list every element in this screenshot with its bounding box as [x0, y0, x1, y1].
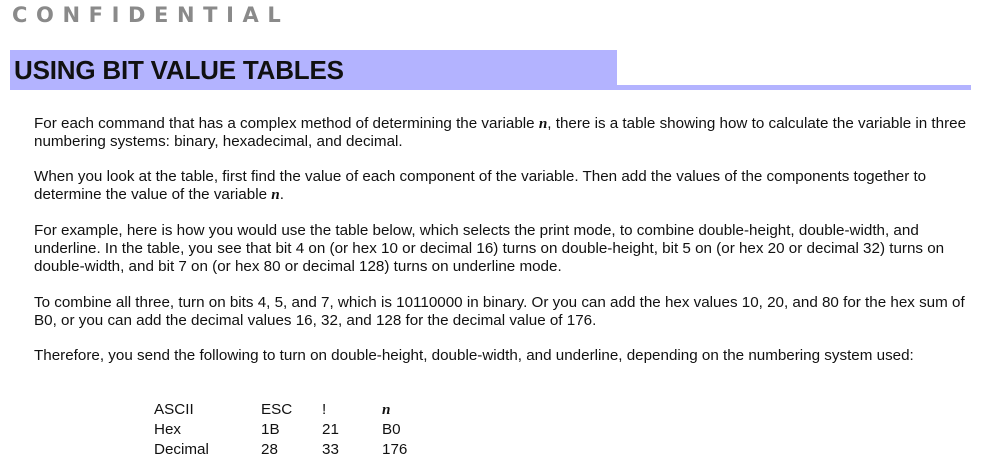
paragraph-intro-text-2: , there is a table showing how to calculate the variable in three numbering systems: binary, hexadecimal, and decimal. [34, 115, 967, 150]
variable-n: n [271, 186, 280, 203]
command-value: B0 [382, 421, 401, 438]
command-value: ESC [261, 401, 293, 418]
variable-n: n [382, 401, 391, 418]
row-label: Decimal [154, 441, 209, 458]
paragraph-combine: To combine all three, turn on bits 4, 5, and 7, which is 10110000 in binary. Or you can add the hex values 10, 20, and 80 for the hex sum of B0, or you can add the decimal values 16, 32, and 128 for the decimal value of 176. [34, 294, 965, 329]
command-value: ! [322, 401, 327, 418]
paragraph-intro [34, 115, 974, 151]
command-value: 1B [261, 421, 280, 438]
paragraph-intro-text-1: For each command that has a complex method of determining the variable [34, 115, 539, 132]
section-title: USING BIT VALUE TABLES [14, 55, 344, 85]
command-value: 21 [322, 421, 339, 438]
row-label: Hex [154, 421, 182, 438]
paragraph-table-usage-text-2: . [279, 186, 284, 203]
row-label: ASCII [154, 401, 194, 418]
command-value: 28 [261, 441, 278, 458]
paragraph-example: For example, here is how you would use the table below, which selects the print mode, to combine double-height, double-width, and underline. In the table, you see that bit 4 on (or hex 10 or decimal 16) turns on double-height, bit 5 on (or hex 20 or decimal 32) turns on double-width, and bit 7 on (or hex 80 or decimal 128) turns on underline mode. [34, 222, 945, 275]
command-value: 176 [382, 441, 408, 458]
paragraph-table-usage [34, 168, 974, 204]
paragraph-send: Therefore, you send the following to turn on double-height, double-width, and underline, depending on the numbering system used: [34, 347, 914, 364]
command-value: 33 [322, 441, 339, 458]
variable-n: n [538, 115, 548, 132]
confidential-label: CONFIDENTIAL [12, 3, 290, 27]
section-header-rule [617, 85, 971, 90]
paragraph-table-usage-text-1: When you look at the table, first find the value of each component of the variable. Then add the values of the components together to determine the value of the variable [34, 168, 927, 203]
